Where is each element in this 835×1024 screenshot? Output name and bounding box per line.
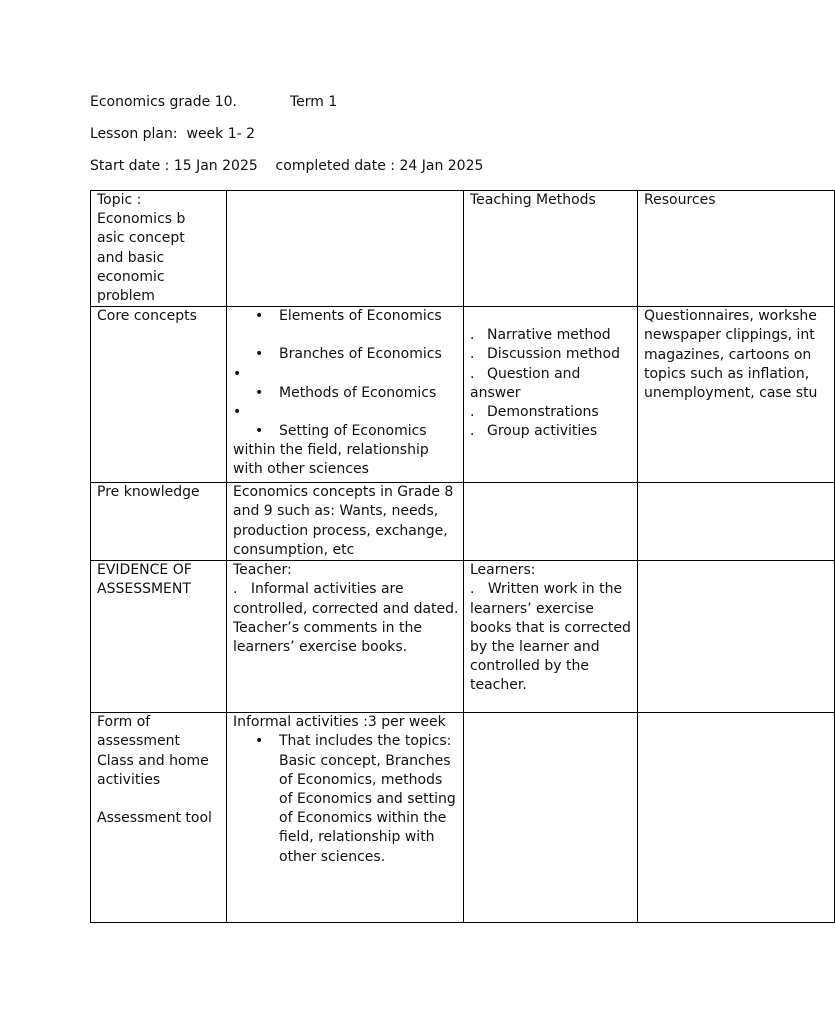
lesson-plan-table [90, 190, 835, 923]
learners-text-body: Written work in the learners’ exercise books that is corrected by the learner and controlled by the teacher. [470, 581, 631, 694]
list-item-continuation: within the field, relationship with other sciences [233, 442, 429, 478]
empty-cell [464, 483, 638, 561]
topic-cell [91, 191, 227, 307]
form-label-text: Form of assessment Class and home activities [97, 714, 209, 788]
resources-line: magazines, cartoons on [644, 346, 812, 363]
evidence-label-text: EVIDENCE OF ASSESSMENT [97, 562, 192, 598]
resources-line: topics such as inflation, [644, 365, 810, 382]
teacher-text: . Informal activities are controlled, corrected and dated. Teacher’s comments in the learners’ exercise books. [233, 581, 459, 656]
list-item: . Demonstrations [470, 403, 633, 422]
assessment-tool-label: Assessment tool [97, 810, 212, 827]
list-item: • Methods of Economics [233, 384, 459, 403]
empty-cell [638, 483, 835, 561]
table-row [91, 191, 835, 307]
doc-title: Economics grade 10. [90, 94, 237, 110]
resources-text [638, 307, 835, 483]
empty-cell [638, 561, 835, 713]
teacher-text-body: Informal activities are controlled, corrected and dated. Teacher’s comments in the learners’ exercise books. [233, 581, 459, 656]
evidence-label [91, 561, 227, 713]
learners-evidence [464, 561, 638, 713]
learners-heading: Learners: [470, 562, 536, 579]
list-item: . Group activities [470, 422, 633, 441]
list-item: • Setting of Economics [233, 422, 459, 441]
core-concepts-list [227, 307, 464, 483]
list-item: • Branches of Economics [233, 345, 459, 364]
table-row [91, 713, 835, 923]
teaching-methods-list [464, 307, 638, 483]
teaching-methods-header: Teaching Methods [464, 191, 638, 307]
list-item: . Narrative method [470, 326, 633, 345]
resources-line: Questionnaires, workshe [644, 308, 817, 325]
activities-cell [227, 713, 464, 923]
list-item: • Elements of Economics [233, 307, 459, 326]
table-row [91, 561, 835, 713]
teacher-heading: Teacher: [233, 562, 292, 579]
lesson-plan-line: Lesson plan: week 1- 2 [90, 126, 256, 142]
empty-bullet [233, 403, 459, 422]
empty-cell [227, 191, 464, 307]
list-item-continuation: answer [470, 384, 521, 401]
empty-cell [638, 713, 835, 923]
resources-line: newspaper clippings, int [644, 327, 815, 344]
empty-bullet [233, 365, 459, 384]
teacher-evidence [227, 561, 464, 713]
topic-text: Topic : Economics b asic concept and basic economic problem [97, 192, 186, 305]
core-concepts-label: Core concepts [91, 307, 227, 483]
table-row [91, 483, 835, 561]
term-label: Term 1 [290, 94, 338, 110]
form-of-assessment-label [91, 713, 227, 923]
resources-line: unemployment, case stu [644, 385, 818, 402]
list-item: • That includes the topics: Basic concept, Branches of Economics, methods of Economics and setting of Economics within the field, relationship with other sciences. [233, 732, 459, 866]
list-item: . Question and [470, 365, 633, 384]
list-item: . Discussion method [470, 345, 633, 364]
dates-line: Start date : 15 Jan 2025 completed date : 24 Jan 2025 [90, 158, 484, 174]
table-row [91, 307, 835, 483]
pre-knowledge-label: Pre knowledge [91, 483, 227, 561]
learners-text: . Written work in the learners’ exercise books that is corrected by the learner and controlled by the teacher. [470, 581, 631, 694]
resources-header: Resources [638, 191, 835, 307]
pre-knowledge-text: Economics concepts in Grade 8 and 9 such as: Wants, needs, production process, exchange, consumption, etc [227, 483, 464, 561]
activities-heading: Informal activities :3 per week [233, 714, 446, 731]
empty-cell [464, 713, 638, 923]
